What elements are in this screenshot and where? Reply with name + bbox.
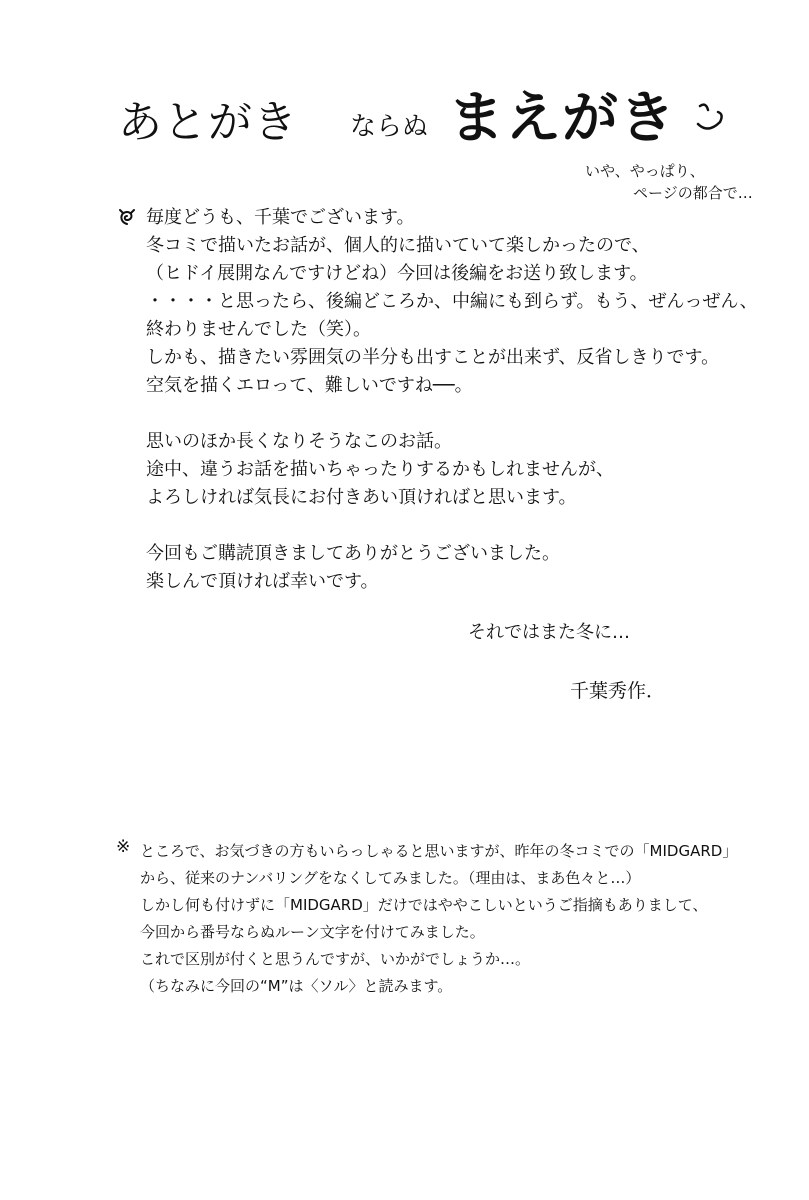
spiral-mark-icon: [116, 206, 138, 228]
side-note-line: ページの都合で…: [633, 184, 753, 202]
body-line: 空気を描くエロって、難しいですね──。: [146, 375, 473, 396]
footnote-line: 今回から番号ならぬルーン文字を付けてみました。: [140, 923, 485, 941]
paragraph-gap: [146, 400, 766, 428]
body-line: しかも、描きたい雰囲気の半分も出すことが出来ず、反省しきりです。: [146, 347, 720, 368]
body-line: 毎度どうも、千葉でございます。: [146, 207, 415, 228]
body-line: 冬コミで描いたお話が、個人的に描いていて楽しかったので、: [146, 235, 650, 256]
body-line: 終わりませんでした（笑）。: [146, 319, 371, 340]
footnote-line: から、従来のナンバリングをなくしてみました。（理由は、まあ色々と…）: [140, 869, 641, 887]
paragraph-gap: [146, 512, 766, 540]
body-line: ・・・・と思ったら、後編どころか、中編にも到らず。もう、ぜんっぜん、: [146, 291, 758, 312]
title-atogaki: あとがき: [118, 97, 298, 148]
swirl-icon: [692, 100, 728, 136]
farewell-text: それではまた冬に…: [468, 622, 630, 643]
author-signature: 千葉秀作．: [570, 680, 666, 702]
body-line: よろしければ気長にお付きあい頂ければと思います。: [146, 487, 577, 508]
side-note: [585, 160, 753, 204]
body-line: （ヒドイ展開なんですけどね）今回は後編をお送り致します。: [146, 263, 648, 284]
body-line: 今回もご購読頂きましてありがとうございました。: [146, 543, 560, 564]
footnote-line: これで区別が付くと思うんですが、いかがでしょうか…。: [140, 950, 531, 968]
body-text: [146, 204, 766, 596]
page-title: [118, 70, 738, 150]
side-note-line: いや、やっぱり、: [585, 162, 705, 180]
body-line: 途中、違うお話を描いちゃったりするかもしれませんが、: [146, 459, 614, 480]
footnote-mark: ※: [116, 837, 131, 857]
footnote-line: （ちなみに今回の“M”は〈ソル〉と読みます。: [140, 977, 453, 995]
footnote-text: [140, 838, 780, 1000]
title-naranu: ならぬ: [350, 112, 429, 142]
body-line: 思いのほか長くなりそうなこのお話。: [146, 431, 452, 452]
footnote-line: しかし何も付けずに「MIDGARD」だけではややこしいというご指摘もありまして、: [140, 896, 708, 914]
body-line: 楽しんで頂ければ幸いです。: [146, 571, 379, 592]
footnote-line: ところで、お気づきの方もいらっしゃると思いますが、昨年の冬コミでの「MIDGARD」: [140, 842, 738, 860]
title-maegaki: まえがき: [448, 86, 676, 151]
